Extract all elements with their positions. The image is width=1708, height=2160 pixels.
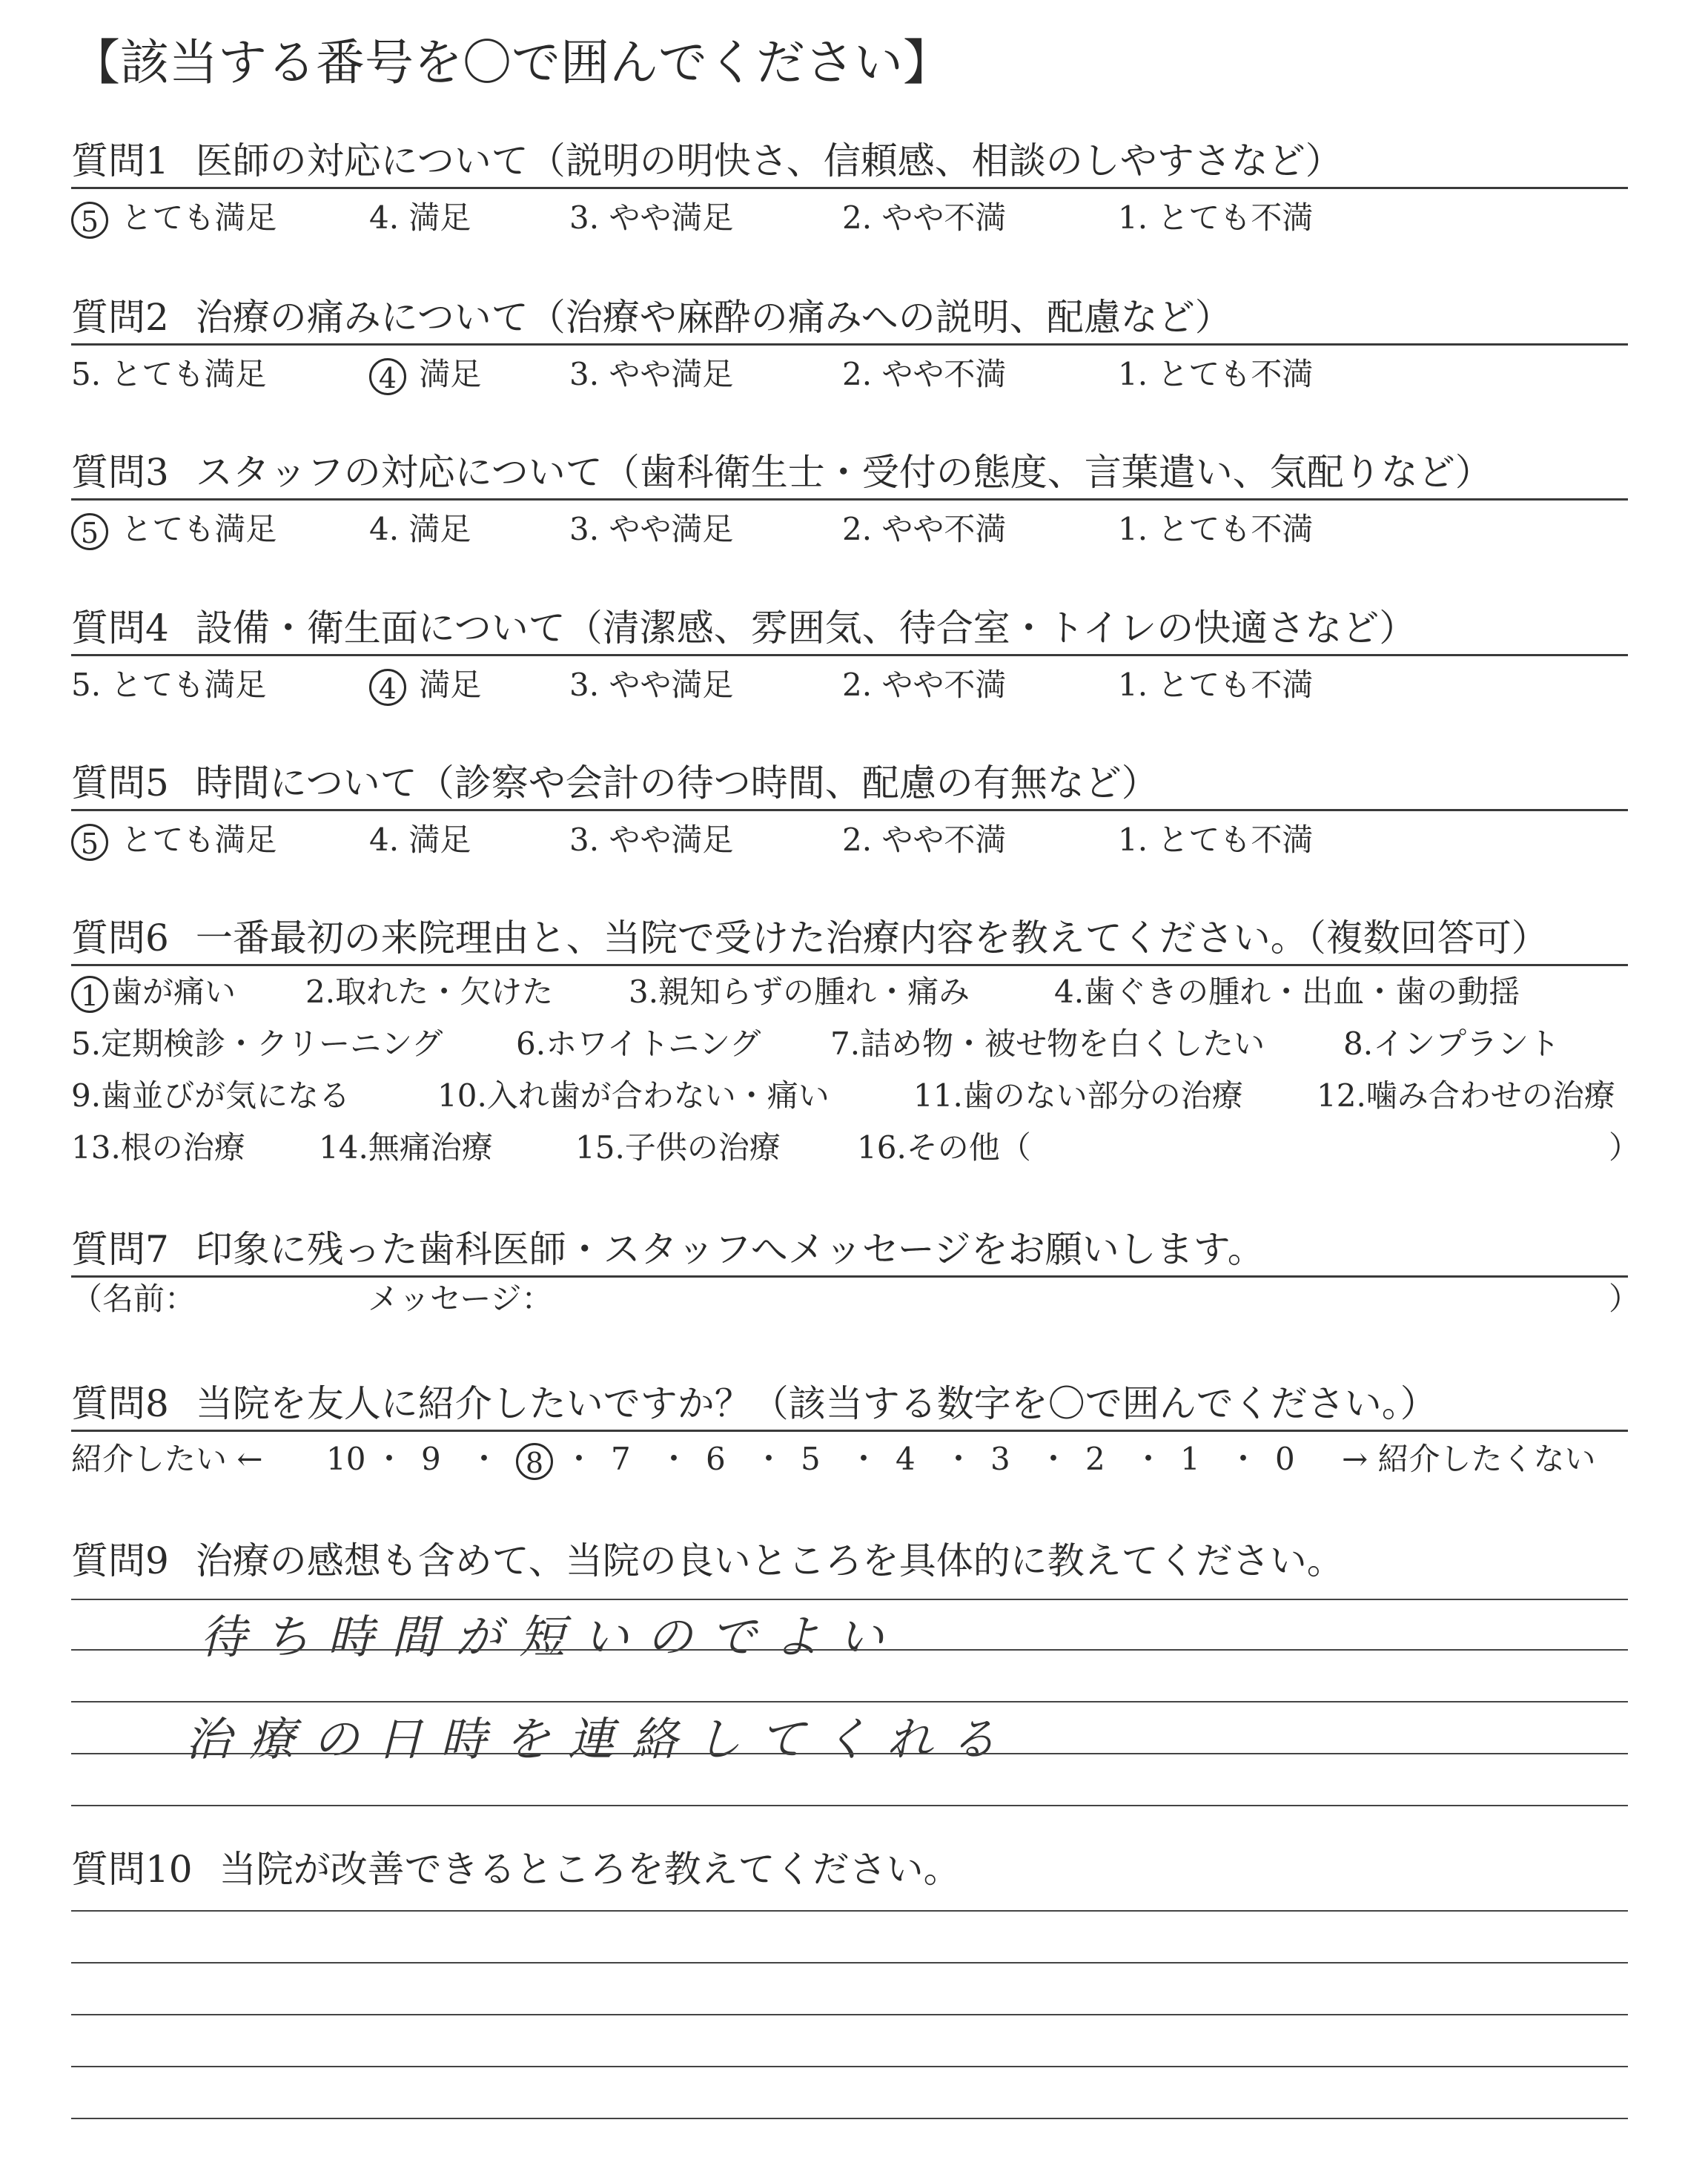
option-5[interactable]: 5. とても満足	[71, 667, 267, 703]
page-title: 【該当する番号を〇で囲んでください】	[71, 34, 952, 91]
question-text: 治療の痛みについて（治療や麻酔の痛みへの説明、配慮など）	[195, 296, 1232, 339]
question-4-options	[71, 663, 1628, 707]
message-label: メッセージ：	[368, 1281, 553, 1317]
choice-9[interactable]: 9.歯並びが気になる	[71, 1077, 351, 1114]
option-5[interactable]: 5 とても満足	[71, 507, 277, 552]
selection-circle: 5	[71, 824, 108, 861]
scale-value-7[interactable]: 7	[611, 1441, 631, 1477]
question-number: 質問4	[71, 607, 169, 650]
answer-line	[71, 2014, 1628, 2015]
question-2-rule	[71, 343, 1628, 346]
question-1-options	[71, 196, 1628, 240]
question-text: 一番最初の来院理由と、当院で受けた治療内容を教えてください。（複数回答可）	[195, 916, 1549, 960]
question-number: 質問6	[71, 916, 169, 960]
scale-separator: ・	[658, 1441, 690, 1477]
closing-paren: ）	[1609, 1129, 1641, 1166]
scale-separator: ・	[753, 1441, 785, 1477]
question-6-heading	[71, 912, 1628, 964]
scale-separator: ・	[848, 1441, 880, 1477]
question-number: 質問2	[71, 296, 169, 339]
selection-circle: 8	[516, 1443, 553, 1480]
scale-value-5[interactable]: 5	[801, 1441, 821, 1477]
question-8-heading	[71, 1378, 1628, 1430]
option-1[interactable]: 1. とても不満	[1118, 356, 1314, 392]
question-number: 質問5	[71, 762, 169, 805]
scale-value-2[interactable]: 2	[1085, 1441, 1105, 1477]
answer-line	[71, 1649, 1628, 1651]
scale-separator: ・	[374, 1441, 406, 1477]
question-2-options	[71, 352, 1628, 397]
answer-line	[71, 1805, 1628, 1806]
choice-3[interactable]: 3.親知らずの腫れ・痛み	[629, 974, 970, 1010]
selection-circle: 4	[369, 669, 406, 706]
question-9-heading	[71, 1535, 1628, 1587]
option-4[interactable]: 4 満足	[369, 352, 481, 397]
question-text: スタッフの対応について（歯科衛生士・受付の態度、言葉遣い、気配りなど）	[195, 451, 1492, 494]
answer-line	[71, 2118, 1628, 2119]
choice-16[interactable]: 16.その他（	[857, 1129, 1031, 1166]
question-5-options	[71, 818, 1628, 862]
choice-1[interactable]: 1 歯が痛い	[71, 970, 236, 1014]
option-2[interactable]: 2. やや不満	[842, 356, 1007, 392]
question-text: 設備・衛生面について（清潔感、雰囲気、待合室・トイレの快適さなど）	[195, 607, 1417, 650]
option-4[interactable]: 4. 満足	[369, 199, 471, 236]
question-text: 印象に残った歯科医師・スタッフへメッセージをお願いします。	[195, 1228, 1265, 1271]
question-6-rule	[71, 964, 1628, 966]
choice-4[interactable]: 4.歯ぐきの腫れ・出血・歯の動揺	[1054, 974, 1520, 1010]
scale-value-8[interactable]	[516, 1437, 556, 1482]
question-number: 質問9	[71, 1539, 169, 1582]
choice-5[interactable]: 5.定期検診・クリーニング	[71, 1025, 443, 1062]
question-10-heading	[71, 1843, 1628, 1895]
question-7-rule	[71, 1275, 1628, 1278]
scale-value-1[interactable]: 1	[1180, 1441, 1200, 1477]
scale-separator: ・	[1228, 1441, 1260, 1477]
question-2-heading	[71, 291, 1628, 343]
choice-10[interactable]: 10.入れ歯が合わない・痛い	[437, 1077, 830, 1114]
scale-separator: ・	[943, 1441, 975, 1477]
answer-line	[71, 1962, 1628, 1964]
choice-8[interactable]: 8.インプラント	[1343, 1025, 1560, 1062]
handwritten-answer: 待ち時間が短いのでよい	[200, 1610, 902, 1664]
question-4-heading	[71, 602, 1628, 654]
question-3-rule	[71, 498, 1628, 501]
choice-12[interactable]: 12.噛み合わせの治療	[1317, 1077, 1615, 1114]
question-text: 医師の対応について（説明の明快さ、信頼感、相談のしやすさなど）	[195, 139, 1343, 182]
option-5[interactable]: 5. とても満足	[71, 356, 267, 392]
scale-separator: ・	[1133, 1441, 1165, 1477]
answer-line	[71, 2066, 1628, 2067]
option-2[interactable]: 2. やや不満	[842, 511, 1007, 547]
selection-circle: 4	[369, 358, 406, 395]
option-3[interactable]: 3. やや満足	[569, 667, 734, 703]
question-number: 質問7	[71, 1228, 169, 1271]
option-1[interactable]: 1. とても不満	[1118, 199, 1314, 236]
question-text: 当院を友人に紹介したいですか？（該当する数字を〇で囲んでください。）	[195, 1382, 1437, 1425]
option-3[interactable]: 3. やや満足	[569, 511, 734, 547]
scale-value-0[interactable]: 0	[1275, 1441, 1295, 1477]
option-1[interactable]: 1. とても不満	[1118, 511, 1314, 547]
selection-circle: 5	[71, 202, 108, 239]
choice-14[interactable]: 14.無痛治療	[319, 1129, 493, 1166]
selection-circle: 5	[71, 513, 108, 550]
question-text: 当院が改善できるところを教えてください。	[219, 1848, 961, 1891]
question-3-heading	[71, 446, 1628, 498]
question-4-rule	[71, 654, 1628, 656]
question-text: 治療の感想も含めて、当院の良いところを具体的に教えてください。	[195, 1539, 1344, 1582]
choice-7[interactable]: 7.詰め物・被せ物を白くしたい	[830, 1025, 1265, 1062]
question-number: 質問1	[71, 139, 169, 182]
question-1-heading	[71, 135, 1628, 187]
option-2[interactable]: 2. やや不満	[842, 199, 1007, 236]
question-5-rule	[71, 809, 1628, 811]
question-7-heading	[71, 1223, 1628, 1275]
option-5[interactable]: 5 とても満足	[71, 818, 277, 862]
option-4[interactable]: 4. 満足	[369, 822, 471, 858]
question-text: 時間について（診察や会計の待つ時間、配慮の有無など）	[195, 762, 1159, 805]
scale-separator: ・	[1038, 1441, 1070, 1477]
closing-paren: ）	[1609, 1281, 1641, 1317]
choice-2[interactable]: 2.取れた・欠けた	[305, 974, 554, 1010]
option-3[interactable]: 3. やや満足	[569, 822, 734, 858]
handwritten-answer: 治療の日時を連絡してくれる	[185, 1712, 1015, 1766]
question-number: 質問8	[71, 1382, 169, 1425]
scale-separator: ・	[469, 1441, 500, 1477]
choice-6[interactable]: 6.ホワイトニング	[516, 1025, 761, 1062]
question-number: 質問3	[71, 451, 169, 494]
option-2[interactable]: 2. やや不満	[842, 667, 1007, 703]
option-1[interactable]: 1. とても不満	[1118, 667, 1314, 703]
scale-value-3[interactable]: 3	[990, 1441, 1010, 1477]
option-1[interactable]: 1. とても不満	[1118, 822, 1314, 858]
option-3[interactable]: 3. やや満足	[569, 199, 734, 236]
scale-value-10[interactable]: 10	[326, 1441, 366, 1477]
question-5-heading	[71, 757, 1628, 809]
choice-11[interactable]: 11.歯のない部分の治療	[913, 1077, 1243, 1114]
option-4[interactable]: 4. 満足	[369, 511, 471, 547]
scale-left-label: 紹介したい ←	[71, 1441, 263, 1477]
answer-line	[71, 1753, 1628, 1754]
option-5[interactable]: 5 とても満足	[71, 196, 277, 240]
question-8-rule	[71, 1430, 1628, 1432]
option-4[interactable]: 4 満足	[369, 663, 481, 707]
name-label: （名前：	[71, 1281, 196, 1317]
scale-right-label: → 紹介したくない	[1342, 1441, 1596, 1477]
scale-value-9[interactable]: 9	[421, 1441, 441, 1477]
choice-13[interactable]: 13.根の治療	[71, 1129, 245, 1166]
choice-15[interactable]: 15.子供の治療	[575, 1129, 781, 1166]
question-3-options	[71, 507, 1628, 552]
question-1-rule	[71, 187, 1628, 189]
scale-value-4[interactable]: 4	[896, 1441, 916, 1477]
answer-line	[71, 1910, 1628, 1912]
question-number: 質問10	[71, 1848, 193, 1891]
scale-separator: ・	[563, 1441, 595, 1477]
selection-circle: 1	[71, 976, 108, 1013]
scale-value-6[interactable]: 6	[706, 1441, 726, 1477]
option-3[interactable]: 3. やや満足	[569, 356, 734, 392]
option-2[interactable]: 2. やや不満	[842, 822, 1007, 858]
